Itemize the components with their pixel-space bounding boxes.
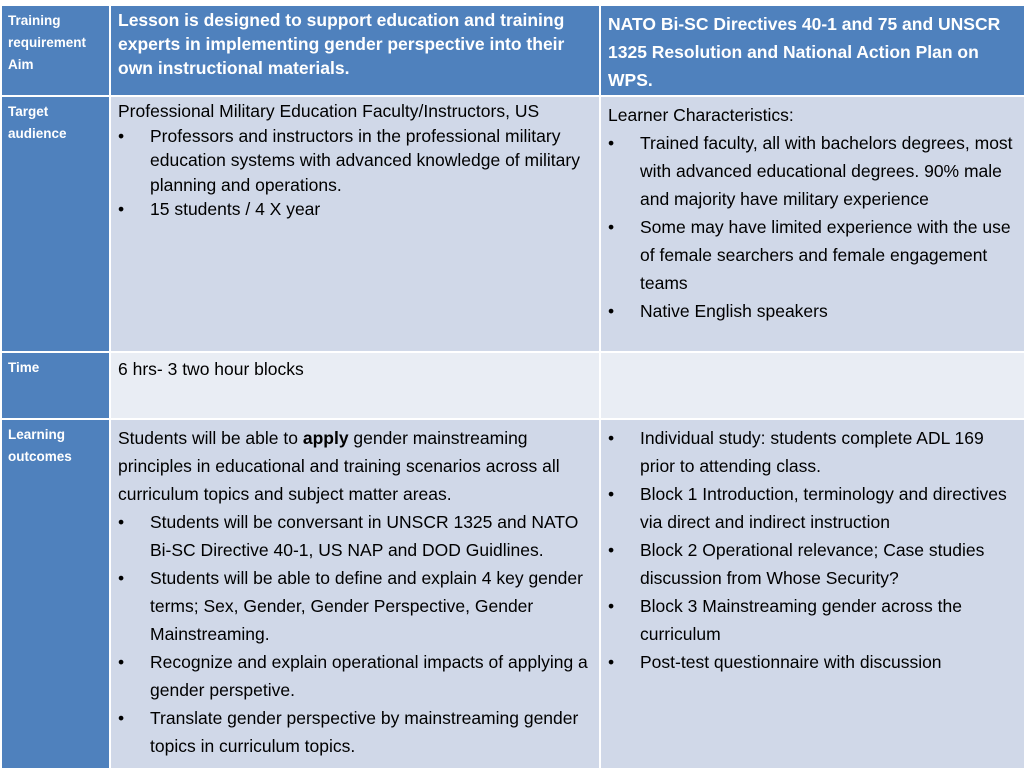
outcomes-bullet-list: [118, 508, 593, 760]
plan-text: Block 1 Introduction, terminology and directives via direct and indirect instruction: [640, 484, 1007, 532]
outcome-text: Translate gender perspective by mainstreaming gender topics in curriculum topics.: [150, 708, 579, 756]
bullet-glyph: •: [118, 568, 125, 588]
learner-characteristics-title: Learner Characteristics:: [608, 105, 794, 125]
outcome-text: Students will be conversant in UNSCR 1325 and NATO Bi-SC Directive 40-1, US NAP and DOD Guidlines.: [150, 512, 579, 560]
plan-text: Individual study: students complete ADL 169 prior to attending class.: [640, 428, 984, 476]
list-item: [118, 648, 593, 704]
learner-characteristics-list: [608, 129, 1018, 325]
lesson-plan-list: [608, 424, 1018, 676]
learner-characteristics-cell: [600, 96, 1024, 352]
plan-text: Block 2 Operational relevance; Case studies discussion from Whose Security?: [640, 540, 985, 588]
label-target-audience: Target audience: [1, 96, 110, 352]
audience-bullet-list: [118, 124, 593, 222]
time-extra-cell: [600, 352, 1024, 419]
bullet-glyph: •: [608, 484, 615, 504]
bullet-glyph: •: [118, 125, 125, 146]
bullet-glyph: •: [608, 540, 615, 560]
list-item: [118, 508, 593, 564]
bullet-glyph: •: [608, 652, 615, 672]
label-learning-outcomes: Learning outcomes: [1, 419, 110, 768]
plan-text: Post-test questionnaire with discussion: [640, 652, 942, 672]
label-training-aim: Training requirement Aim: [1, 5, 110, 96]
outcomes-intro: [118, 424, 593, 508]
time-extra: [601, 353, 1024, 355]
audience-cell: [110, 96, 600, 352]
bullet-glyph: •: [608, 301, 615, 321]
row-outcomes: [1, 419, 1024, 768]
label-time: Time: [1, 352, 110, 419]
bullet-glyph: •: [118, 199, 125, 219]
audience-intro: Professional Military Education Faculty/Instructors, US: [118, 101, 540, 121]
audience-bullet-text: 15 students / 4 X year: [150, 199, 321, 219]
bullet-glyph: •: [608, 428, 615, 448]
time-value: 6 hrs- 3 two hour blocks: [118, 359, 304, 379]
row-aim: [1, 5, 1024, 96]
bullet-glyph: •: [608, 217, 615, 237]
row-audience: [1, 96, 1024, 352]
lesson-plan-table: [0, 4, 1024, 768]
list-item: [118, 197, 593, 222]
bullet-glyph: •: [118, 652, 125, 672]
list-item: [608, 592, 1018, 648]
bullet-glyph: •: [608, 596, 615, 616]
time-cell: [110, 352, 600, 419]
list-item: [608, 480, 1018, 536]
list-item: [608, 297, 1018, 325]
outcomes-cell: [110, 419, 600, 768]
bullet-glyph: •: [608, 133, 615, 153]
list-item: [118, 704, 593, 760]
lesson-plan-cell: [600, 419, 1024, 768]
outcome-text: Students will be able to define and explain 4 key gender terms; Sex, Gender, Gender Perspective, Gender Mainstreaming.: [150, 568, 583, 644]
list-item: [608, 536, 1018, 592]
plan-text: Block 3 Mainstreaming gender across the curriculum: [640, 596, 962, 644]
bullet-glyph: •: [118, 708, 125, 728]
outcomes-intro-bold: apply: [302, 428, 349, 448]
list-item: [608, 129, 1018, 213]
audience-bullet-text: Professors and instructors in the professional military education systems with advanced knowledge of military planning and operations.: [150, 125, 580, 195]
list-item: [608, 213, 1018, 297]
aim-lesson-text: Lesson is designed to support education and training experts in implementing gender perspective into their own instructional materials.: [110, 5, 600, 96]
list-item: [118, 124, 593, 198]
characteristic-text: Native English speakers: [640, 301, 828, 321]
characteristic-text: Some may have limited experience with the use of female searchers and female engagement teams: [640, 217, 1011, 293]
list-item: [608, 648, 1018, 676]
list-item: [118, 564, 593, 648]
outcomes-intro-end: gender mainstreaming principles in educational and training scenarios across all curriculum topics and subject matter areas.: [118, 428, 560, 504]
bullet-glyph: •: [118, 512, 125, 532]
row-time: [1, 352, 1024, 419]
list-item: [608, 424, 1018, 480]
outcomes-intro-start: Students will be able to: [118, 428, 303, 448]
characteristic-text: Trained faculty, all with bachelors degrees, most with advanced educational degrees. 90% male and majority have military experience: [640, 133, 1013, 209]
outcome-text: Recognize and explain operational impacts of applying a gender perspetive.: [150, 652, 588, 700]
aim-directives-text: NATO Bi-SC Directives 40-1 and 75 and UNSCR 1325 Resolution and National Action Plan on WPS.: [600, 5, 1024, 96]
